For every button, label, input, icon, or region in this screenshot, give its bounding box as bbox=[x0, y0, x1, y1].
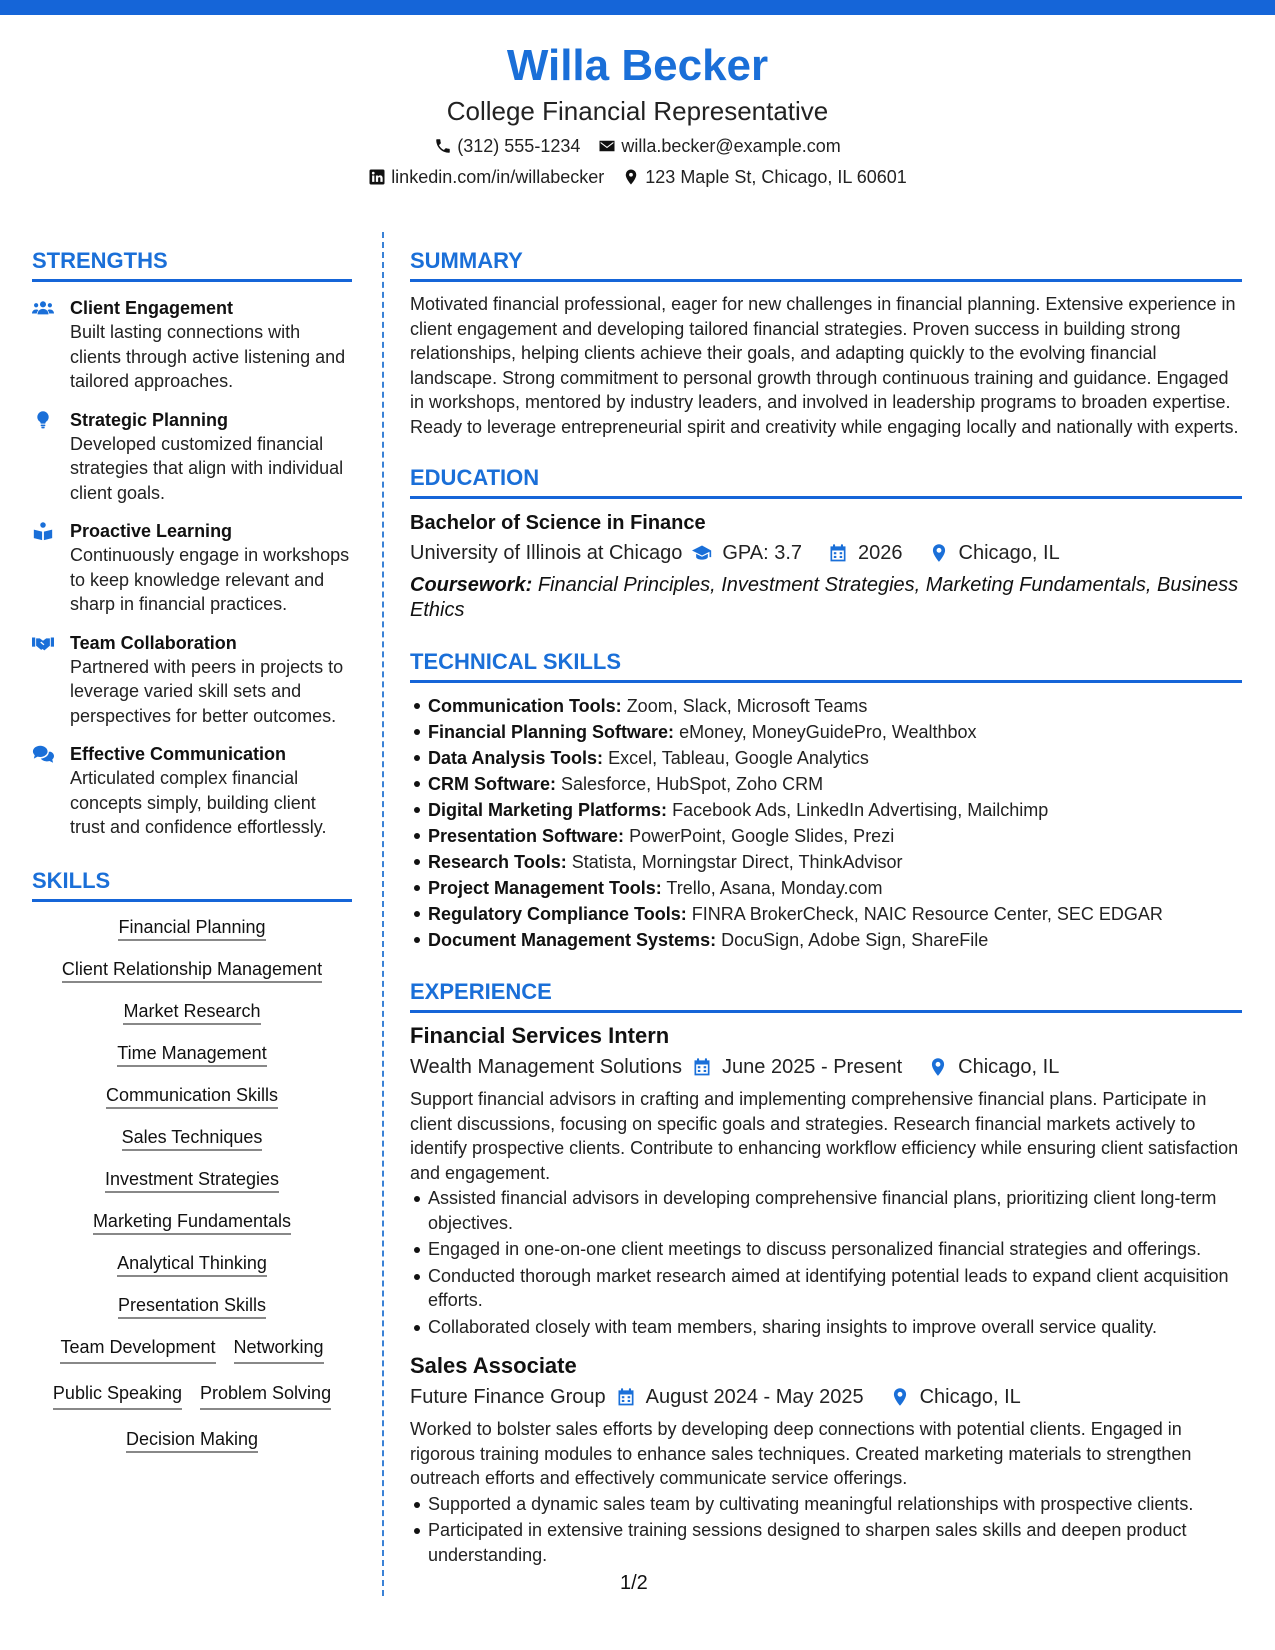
technical-skills-section bbox=[410, 647, 1242, 953]
linkedin-icon bbox=[368, 168, 386, 186]
list-item: Supported a dynamic sales team by cultivating meaningful relationships with prospective clients. bbox=[410, 1492, 1242, 1517]
candidate-name: Willa Becker bbox=[506, 41, 769, 90]
column-divider bbox=[382, 232, 384, 1596]
skill-row bbox=[38, 998, 346, 1024]
experience-section bbox=[410, 977, 1242, 1567]
strength-title: Effective Communication bbox=[70, 744, 287, 764]
location-pin-icon bbox=[928, 1057, 948, 1077]
skill-row bbox=[38, 956, 346, 982]
experience-heading: EXPERIENCE bbox=[410, 977, 1242, 1013]
skills-tag-list bbox=[32, 914, 352, 1468]
company-name: Future Finance Group bbox=[410, 1386, 606, 1408]
job-meta bbox=[410, 1053, 1242, 1081]
top-accent-bar bbox=[0, 0, 1275, 15]
list-item: Presentation Software: PowerPoint, Google Slides, Prezi bbox=[410, 823, 1242, 849]
users-icon bbox=[32, 298, 54, 318]
job-location: Chicago, IL bbox=[919, 1386, 1021, 1408]
list-item: Assisted financial advisors in developing comprehensive financial plans, prioritizing client long-term objectives. bbox=[410, 1186, 1242, 1235]
education-heading: EDUCATION bbox=[410, 463, 1242, 499]
skills-heading: SKILLS bbox=[32, 866, 352, 902]
strength-item bbox=[32, 296, 352, 394]
calendar-icon bbox=[692, 1057, 712, 1077]
skill-tag: Sales Techniques bbox=[122, 1127, 263, 1151]
location-pin-icon bbox=[622, 168, 640, 186]
list-item: Project Management Tools: Trello, Asana, Monday.com bbox=[410, 875, 1242, 901]
envelope-icon bbox=[598, 137, 616, 155]
degree-title: Bachelor of Science in Finance bbox=[410, 512, 706, 534]
strength-desc: Articulated complex financial concepts simply, building client trust and confidence effortlessly. bbox=[70, 768, 327, 837]
list-item: Regulatory Compliance Tools: FINRA BrokerCheck, NAIC Resource Center, SEC EDGAR bbox=[410, 901, 1242, 927]
skill-tag: Analytical Thinking bbox=[117, 1253, 267, 1277]
strength-item bbox=[32, 519, 352, 617]
list-item: Collaborated closely with team members, sharing insights to improve overall service quality. bbox=[410, 1315, 1242, 1340]
education-section bbox=[410, 463, 1242, 623]
job-title: Financial Services Intern bbox=[410, 1023, 670, 1048]
strength-item bbox=[32, 631, 352, 729]
job-title: Sales Associate bbox=[410, 1353, 577, 1378]
skill-row bbox=[38, 1166, 346, 1192]
strength-title: Team Collaboration bbox=[70, 632, 237, 653]
phone-icon bbox=[434, 137, 452, 155]
location-pin-icon bbox=[890, 1387, 910, 1407]
strength-desc: Partnered with peers in projects to leverage varied skill sets and perspectives for better outcomes. bbox=[70, 656, 344, 726]
list-item: Communication Tools: Zoom, Slack, Microsoft Teams bbox=[410, 693, 1242, 719]
job-dates: August 2024 - May 2025 bbox=[645, 1386, 864, 1408]
technical-skills-list bbox=[410, 693, 1242, 953]
summary-heading: SUMMARY bbox=[410, 246, 1242, 282]
school-name: University of Illinois at Chicago bbox=[410, 542, 683, 564]
coursework-label: Coursework: bbox=[410, 574, 533, 596]
strength-desc: Continuously engage in workshops to keep knowledge relevant and sharp in financial practices. bbox=[70, 545, 350, 614]
graduation-year: 2026 bbox=[858, 542, 903, 564]
skill-row bbox=[38, 914, 346, 940]
job-location: Chicago, IL bbox=[958, 1056, 1060, 1078]
job-dates: June 2025 - Present bbox=[722, 1056, 903, 1078]
list-item: Engaged in one-on-one client meetings to discuss personalized financial strategies and offerings. bbox=[410, 1237, 1242, 1262]
job-entry bbox=[410, 1351, 1242, 1567]
job-description: Support financial advisors in crafting and implementing comprehensive financial plans. Participate in client discussions, focusing on specific goals and strategies. Research financial markets actively to identify prospective clients. Contribute to enhancing workflow efficiency while ensuring client satisfaction and engagement. bbox=[410, 1089, 1239, 1183]
technical-skills-heading: TECHNICAL SKILLS bbox=[410, 647, 1242, 683]
skill-row bbox=[38, 1250, 346, 1276]
page-number: 1/2 bbox=[620, 1572, 648, 1594]
strength-item bbox=[32, 742, 352, 840]
coursework-list: Financial Principles, Investment Strategies, Marketing Fundamentals, Business Ethics bbox=[410, 574, 1239, 621]
summary-section bbox=[410, 246, 1242, 439]
contact-row-1 bbox=[0, 133, 1275, 159]
phone-contact[interactable] bbox=[434, 133, 580, 159]
job-meta bbox=[410, 1383, 1242, 1411]
skill-row bbox=[38, 1292, 346, 1318]
list-item: CRM Software: Salesforce, HubSpot, Zoho CRM bbox=[410, 771, 1242, 797]
coursework bbox=[410, 573, 1242, 623]
skill-tag: Time Management bbox=[117, 1043, 266, 1067]
school-location: Chicago, IL bbox=[958, 542, 1060, 564]
handshake-icon bbox=[32, 633, 54, 653]
education-meta bbox=[410, 539, 1242, 567]
comments-icon bbox=[32, 744, 54, 764]
strength-desc: Built lasting connections with clients through active listening and tailored approaches. bbox=[70, 322, 346, 391]
skill-tag: Presentation Skills bbox=[118, 1295, 266, 1319]
skill-tag: Client Relationship Management bbox=[62, 959, 322, 983]
strengths-heading: STRENGTHS bbox=[32, 246, 352, 282]
strength-item bbox=[32, 408, 352, 506]
skill-tag: Problem Solving bbox=[200, 1380, 331, 1410]
email-text: willa.becker@example.com bbox=[621, 136, 841, 156]
location-pin-icon bbox=[929, 543, 949, 563]
skill-tag: Team Development bbox=[60, 1334, 215, 1364]
list-item: Digital Marketing Platforms: Facebook Ads, LinkedIn Advertising, Mailchimp bbox=[410, 797, 1242, 823]
left-column bbox=[32, 246, 352, 1468]
email-contact[interactable] bbox=[598, 133, 840, 159]
strength-desc: Developed customized financial strategies that align with individual client goals. bbox=[70, 433, 344, 503]
skill-tag: Communication Skills bbox=[106, 1085, 278, 1109]
skill-row bbox=[38, 1426, 346, 1452]
linkedin-contact[interactable] bbox=[368, 164, 604, 190]
job-description: Worked to bolster sales efforts by developing deep connections with potential clients. Engaged in rigorous training modules to enhance sales techniques. Created marketing materials to strengthen outreach efforts and effectively communicate service offerings. bbox=[410, 1419, 1192, 1488]
skill-tag: Networking bbox=[234, 1334, 324, 1364]
skill-row bbox=[38, 1124, 346, 1150]
gpa: GPA: 3.7 bbox=[722, 542, 803, 564]
strength-title: Client Engagement bbox=[70, 298, 234, 318]
phone-text: (312) 555-1234 bbox=[457, 136, 581, 156]
list-item: Participated in extensive training sessions designed to sharpen sales skills and deepen product understanding. bbox=[410, 1518, 1242, 1567]
job-bullets bbox=[410, 1186, 1242, 1339]
candidate-title: College Financial Representative bbox=[446, 96, 829, 126]
calendar-icon bbox=[616, 1387, 636, 1407]
list-item: Financial Planning Software: eMoney, MoneyGuidePro, Wealthbox bbox=[410, 719, 1242, 745]
resume-header bbox=[0, 40, 1275, 190]
skills-section bbox=[32, 866, 352, 1468]
list-item: Conducted thorough market research aimed at identifying potential leads to expand client acquisition efforts. bbox=[410, 1264, 1242, 1313]
job-entry bbox=[410, 1021, 1242, 1339]
skill-tag: Public Speaking bbox=[53, 1380, 182, 1410]
strengths-section bbox=[32, 246, 352, 840]
book-reader-icon bbox=[32, 521, 54, 541]
right-column bbox=[410, 246, 1242, 1569]
skill-tag: Market Research bbox=[123, 1001, 260, 1025]
list-item: Data Analysis Tools: Excel, Tableau, Google Analytics bbox=[410, 745, 1242, 771]
skill-tag: Decision Making bbox=[126, 1429, 258, 1453]
linkedin-text: linkedin.com/in/willabecker bbox=[391, 167, 605, 187]
summary-text: Motivated financial professional, eager for new challenges in financial planning. Extensive experience in client engagement and developing tailored financial strategies. Proven success in building strong relationships, helping clients achieve their goals, and adapting quickly to the evolving financial landscape. Strong commitment to personal growth through continuous training and guidance. Engaged in workshops, mentored by industry leaders, and involved in leadership programs to broaden expertise. Ready to leverage entrepreneurial spirit and creativity while engaging locally and nationally with experts. bbox=[410, 294, 1239, 437]
job-bullets bbox=[410, 1492, 1242, 1568]
address-text: 123 Maple St, Chicago, IL 60601 bbox=[645, 167, 907, 187]
contact-row-2 bbox=[0, 164, 1275, 190]
strength-title: Strategic Planning bbox=[70, 409, 229, 430]
calendar-icon bbox=[828, 543, 848, 563]
list-item: Document Management Systems: DocuSign, Adobe Sign, ShareFile bbox=[410, 927, 1242, 953]
address-contact bbox=[622, 164, 907, 190]
skill-tag: Financial Planning bbox=[118, 917, 265, 941]
graduation-cap-icon bbox=[692, 543, 712, 563]
skill-row bbox=[38, 1082, 346, 1108]
list-item: Research Tools: Statista, Morningstar Direct, ThinkAdvisor bbox=[410, 849, 1242, 875]
skill-row bbox=[38, 1040, 346, 1066]
lightbulb-icon bbox=[32, 410, 54, 430]
company-name: Wealth Management Solutions bbox=[410, 1056, 683, 1078]
strength-title: Proactive Learning bbox=[70, 521, 233, 541]
skill-row bbox=[38, 1208, 346, 1234]
skill-tag: Investment Strategies bbox=[105, 1169, 279, 1193]
skill-tag: Marketing Fundamentals bbox=[93, 1211, 291, 1235]
